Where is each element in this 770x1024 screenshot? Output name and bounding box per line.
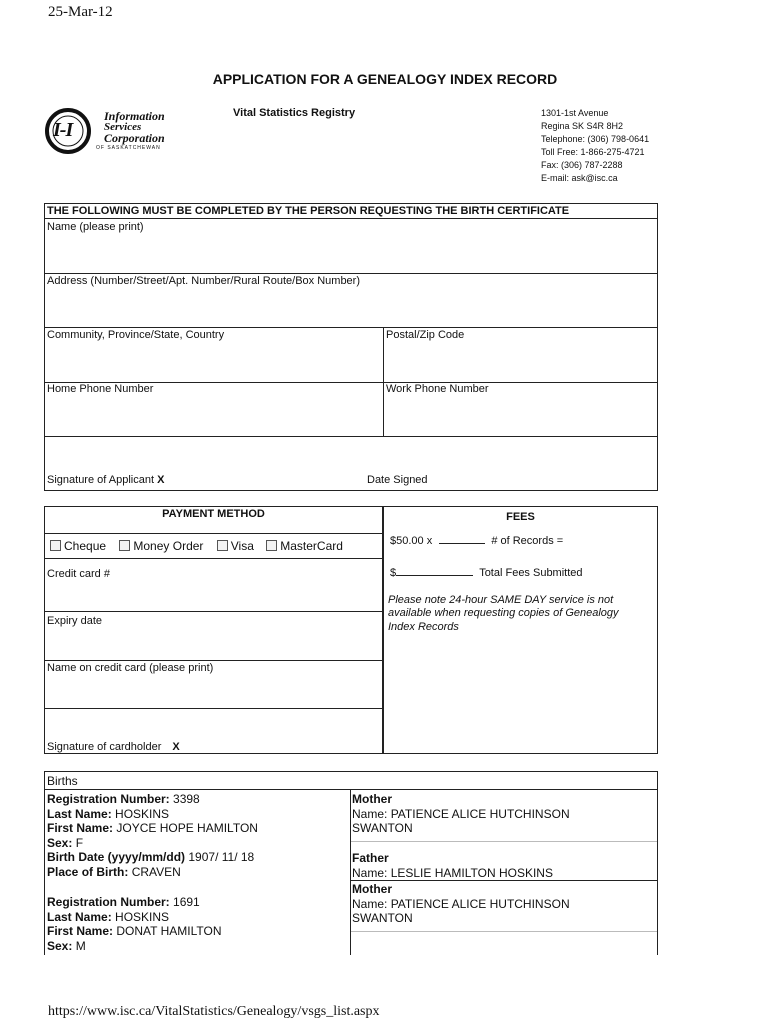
work-phone-field[interactable] xyxy=(385,397,657,435)
money-order-option[interactable]: Money Order xyxy=(119,539,203,553)
home-phone-field[interactable] xyxy=(45,397,382,435)
applicant-signature-mark[interactable]: X xyxy=(157,474,165,486)
logo-line2: Services xyxy=(104,121,142,133)
total-fees-field[interactable] xyxy=(396,566,473,576)
mother-heading: Mother xyxy=(352,792,392,806)
mastercard-checkbox[interactable] xyxy=(266,540,277,551)
visa-checkbox[interactable] xyxy=(217,540,228,551)
credit-card-label: Credit card # xyxy=(47,568,110,580)
births-heading: Births xyxy=(47,774,78,788)
birth-date-row: Birth Date (yyyy/mm/dd) 1907/ 11/ 18 xyxy=(47,850,255,865)
total-fees-label: Total Fees Submitted xyxy=(479,567,583,579)
total-fees-row xyxy=(390,566,583,579)
name-on-card-label: Name on credit card (please print) xyxy=(47,662,214,674)
mother-heading: Mother xyxy=(352,882,392,896)
first-name-row: First Name: JOYCE HOPE HAMILTON xyxy=(47,821,258,836)
cheque-option[interactable]: Cheque xyxy=(50,539,106,553)
birth-record-2 xyxy=(47,895,347,953)
address-field[interactable] xyxy=(45,289,657,327)
father-name-row: Name: LESLIE HAMILTON HOSKINS xyxy=(352,865,553,880)
cardholder-signature-mark[interactable]: X xyxy=(172,741,180,753)
mother-name-continued: SWANTON xyxy=(352,911,413,926)
registration-number-row: Registration Number: 1691 xyxy=(47,895,200,909)
fee-calculation-row xyxy=(390,534,563,547)
sex-row: Sex: F xyxy=(47,835,84,850)
money-order-checkbox[interactable] xyxy=(119,540,130,551)
mother-name-continued: SWANTON xyxy=(352,821,413,836)
cardholder-signature-row xyxy=(47,741,180,753)
mastercard-option[interactable]: MasterCard xyxy=(266,539,343,553)
birth-record-1 xyxy=(47,792,347,880)
credit-card-field[interactable] xyxy=(45,582,382,610)
first-name-row: First Name: DONAT HAMILTON xyxy=(47,924,222,939)
postal-label: Postal/Zip Code xyxy=(386,329,465,341)
mother-name-row: Name: PATIENCE ALICE HUTCHINSON xyxy=(352,806,570,821)
work-phone-label: Work Phone Number xyxy=(386,383,489,395)
address-label: Address (Number/Street/Apt. Number/Rural Route/Box Number) xyxy=(47,275,361,287)
logo-line3: Corporation xyxy=(104,131,165,145)
place-of-birth-row: Place of Birth: CRAVEN xyxy=(47,864,181,879)
cheque-checkbox[interactable] xyxy=(50,540,61,551)
contact-fax: Fax: (306) 787-2288 xyxy=(541,160,623,170)
date-signed-label: Date Signed xyxy=(367,474,428,486)
contact-telephone: Telephone: (306) 798-0641 xyxy=(541,134,650,144)
isc-logo xyxy=(44,105,184,157)
contact-block xyxy=(541,107,649,185)
page-title: APPLICATION FOR A GENEALOGY INDEX RECORD xyxy=(212,71,558,87)
contact-email: E-mail: ask@isc.ca xyxy=(541,173,618,183)
records-label: # of Records = xyxy=(491,535,564,547)
birth-record-2-parents xyxy=(352,882,652,926)
community-label: Community, Province/State, Country xyxy=(47,329,225,341)
name-on-card-field[interactable] xyxy=(45,676,382,706)
logo-mark: I-I xyxy=(53,119,73,141)
home-phone-label: Home Phone Number xyxy=(47,383,154,395)
contact-address: 1301-1st Avenue xyxy=(541,108,609,118)
name-field[interactable] xyxy=(45,234,657,272)
records-count-field[interactable] xyxy=(439,534,485,544)
father-heading: Father xyxy=(352,851,389,865)
fees-heading: FEES xyxy=(506,511,535,523)
logo-line4: OF SASKATCHEWAN xyxy=(96,145,161,151)
name-label: Name (please print) xyxy=(47,221,144,233)
expiry-field[interactable] xyxy=(45,629,382,659)
payment-heading: PAYMENT METHOD xyxy=(162,508,265,520)
last-name-row: Last Name: HOSKINS xyxy=(47,806,170,821)
applicant-heading: THE FOLLOWING MUST BE COMPLETED BY THE PERSON REQUESTING THE BIRTH CERTIFICATE xyxy=(47,205,570,217)
print-date: 25-Mar-12 xyxy=(48,4,113,20)
birth-record-1-parents xyxy=(352,792,652,836)
sex-row: Sex: M xyxy=(47,938,86,953)
applicant-signature-label: Signature of Applicant xyxy=(47,474,155,486)
registry-name: Vital Statistics Registry xyxy=(233,107,356,119)
fee-amount: $50.00 x xyxy=(390,535,433,547)
payment-options xyxy=(50,539,343,553)
cardholder-signature-label: Signature of cardholder xyxy=(47,741,162,753)
logo-line1: Information xyxy=(104,109,165,123)
same-day-note: Please note 24-hour SAME DAY service is not available when requesting copies of Genealogy Index Records xyxy=(388,594,619,633)
birth-record-1-father xyxy=(352,851,652,880)
community-field[interactable] xyxy=(45,343,382,381)
applicant-signature-row xyxy=(47,474,164,486)
dollar-sign: $ xyxy=(390,567,397,579)
footer-url[interactable]: https://www.isc.ca/VitalStatistics/Genealogy/vsgs_list.aspx xyxy=(48,1004,380,1019)
mother-name-row: Name: PATIENCE ALICE HUTCHINSON xyxy=(352,896,570,911)
last-name-row: Last Name: HOSKINS xyxy=(47,909,170,924)
expiry-label: Expiry date xyxy=(47,615,103,627)
registration-number-row: Registration Number: 3398 xyxy=(47,792,200,806)
contact-city: Regina SK S4R 8H2 xyxy=(541,121,624,131)
contact-toll-free: Toll Free: 1-866-275-4721 xyxy=(541,147,645,157)
postal-field[interactable] xyxy=(385,343,657,381)
visa-option[interactable]: Visa xyxy=(217,539,254,553)
